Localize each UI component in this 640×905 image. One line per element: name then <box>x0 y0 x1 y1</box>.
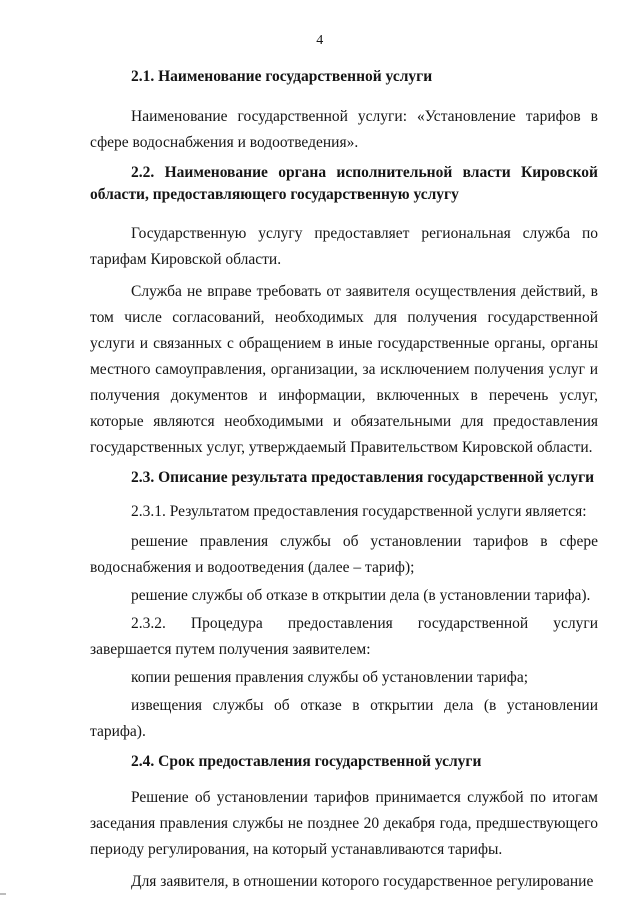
section-heading-2-1: 2.1. Наименование государственной услуги <box>131 68 433 85</box>
section-2-3-paragraph: извещения службы об отказе в открытии дела (в установлении тарифа). <box>90 697 598 740</box>
section-2-2-paragraph: Государственную услугу предоставляет региональная служба по тарифам Кировской области. <box>90 225 598 268</box>
section-heading-2-2: 2.2. Наименование органа исполнительной власти Кировской области, предоставляющего государственную услугу <box>90 164 598 203</box>
section-2-3-paragraph: 2.3.1. Результатом предоставления государственной услуги является: <box>131 503 587 520</box>
section-2-3-paragraph: решение службы об отказе в открытии дела (в установлении тарифа). <box>131 587 591 604</box>
document-body <box>90 64 598 895</box>
section-heading-2-4: 2.4. Срок предоставления государственной услуги <box>131 753 482 770</box>
section-2-2-paragraph: Служба не вправе требовать от заявителя осуществления действий, в том числе согласований, необходимых для получения государственной услуги и связанных с обращением в иные государственные органы, органы местного самоуправления, организации, за исключением получения услуг и получения документов и информации, включенных в перечень услуг, которые являются необходимыми и обязательными для предоставления государственных услуг, утверждаемый Правительством Кировской области. <box>90 283 598 456</box>
scan-edge-mark <box>0 893 6 895</box>
section-2-1-paragraph: Наименование государственной услуги: «Установление тарифов в сфере водоснабжения и водоотведения». <box>90 108 598 151</box>
page-number: 4 <box>316 33 324 48</box>
section-2-4-paragraph: Решение об установлении тарифов принимается службой по итогам заседания правления службы не позднее 20 декабря года, предшествующего периоду регулирования, на который устанавливаются тарифы. <box>90 789 598 858</box>
section-2-3-paragraph: копии решения правления службы об установлении тарифа; <box>131 669 529 686</box>
section-2-3-paragraph: решение правления службы об установлении тарифов в сфере водоснабжения и водоотведения (далее – тариф); <box>90 533 598 576</box>
section-2-3-paragraph: 2.3.2. Процедура предоставления государственной услуги завершается путем получения заявителем: <box>90 615 598 658</box>
section-heading-2-3: 2.3. Описание результата предоставления государственной услуги <box>131 469 595 486</box>
section-2-4-paragraph: Для заявителя, в отношении которого государственное регулирование <box>131 873 594 890</box>
